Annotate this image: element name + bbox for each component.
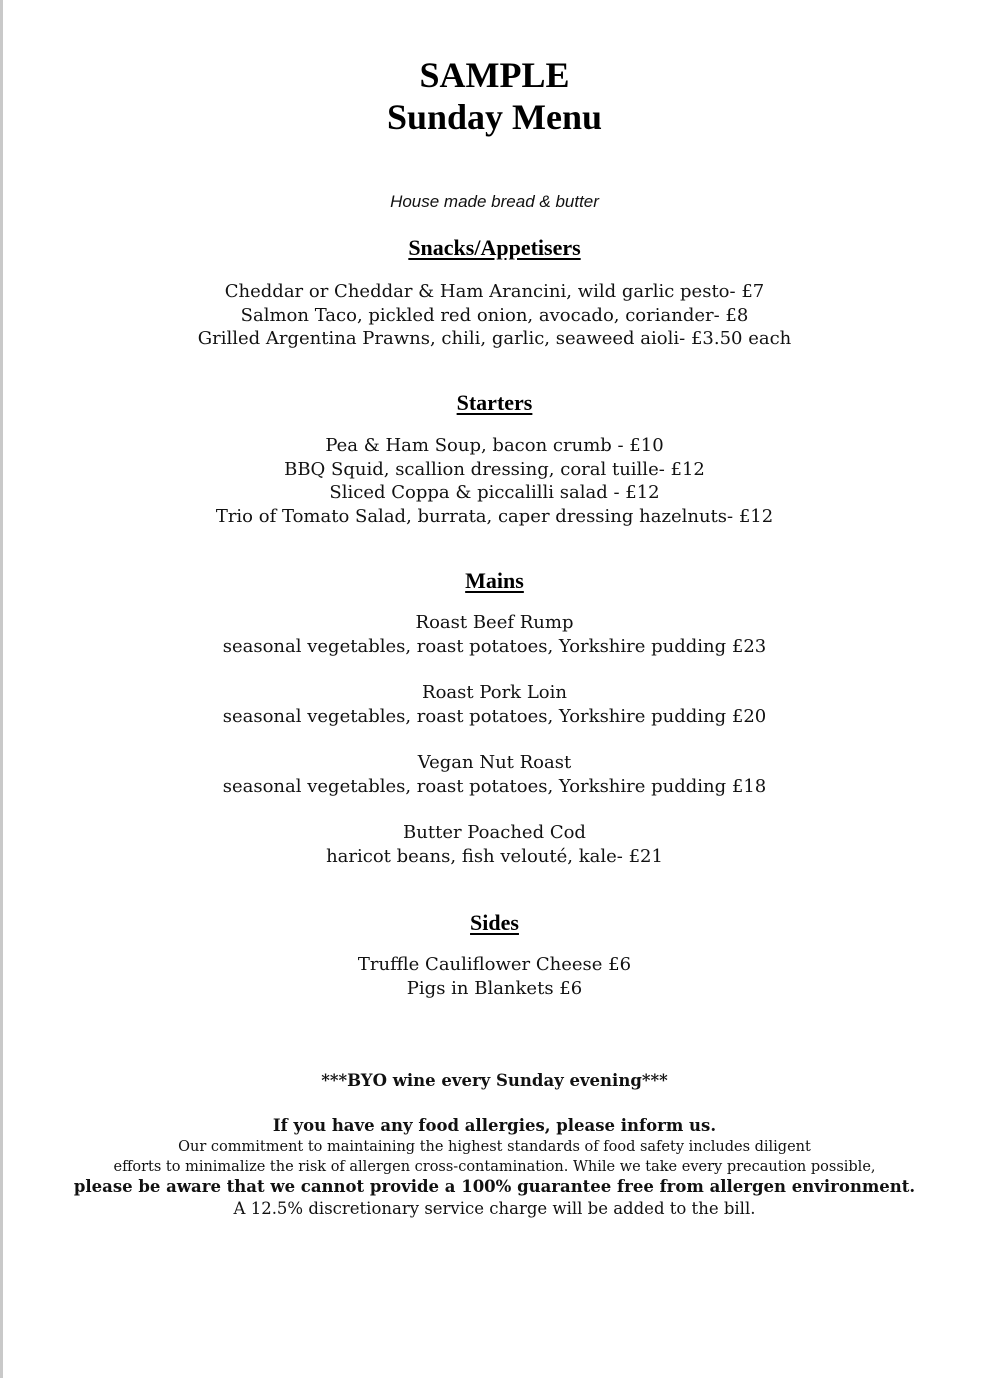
byo-wine-note: ***BYO wine every Sunday evening*** [321,1071,668,1090]
main-dish-name: Butter Poached Cod [403,822,586,843]
main-dish-detail: seasonal vegetables, roast potatoes, Yorkshire pudding £18 [222,775,767,797]
menu-item: Pea & Ham Soup, bacon crumb - £10 [325,435,664,456]
main-dish-detail: seasonal vegetables, roast potatoes, Yorkshire pudding £23 [222,635,767,657]
menu-item: Sliced Coppa & piccalilli salad - £12 [329,482,660,503]
starters-heading: Starters [456,390,533,415]
menu-item: Grilled Argentina Prawns, chili, garlic, seaweed aioli- £3.50 each [197,328,792,349]
menu-title-sunday-menu: Sunday Menu [386,97,603,137]
main-dish-name: Roast Beef Rump [415,612,574,633]
mains-heading: Mains [465,568,524,593]
allergy-notice-body [0,1137,989,1177]
snacks-heading: Snacks/Appetisers [408,235,581,260]
main-dish-detail: seasonal vegetables, roast potatoes, Yorkshire pudding £20 [222,705,767,727]
main-dish [0,611,989,658]
sides-heading: Sides [470,910,519,935]
main-dish [0,821,989,868]
mains-list [0,611,989,868]
menu-item: BBQ Squid, scallion dressing, coral tuille- £12 [284,458,705,480]
menu-item: Trio of Tomato Salad, burrata, caper dressing hazelnuts- £12 [215,505,774,527]
menu-item: Salmon Taco, pickled red onion, avocado, coriander- £8 [240,304,749,326]
main-dish-name: Vegan Nut Roast [417,752,572,773]
allergy-notice-line: efforts to minimalize the risk of allergen cross-contamination. While we take every precaution possible, [113,1159,876,1175]
menu-item: Pigs in Blankets £6 [406,977,583,999]
main-dish-detail: haricot beans, fish velouté, kale- £21 [326,845,663,867]
starters-list [0,434,989,528]
menu-item: Truffle Cauliflower Cheese £6 [357,954,632,975]
snacks-list [0,280,989,351]
allergy-notice-title: If you have any food allergies, please inform us. [272,1116,717,1135]
menu-item: Cheddar or Cheddar & Ham Arancini, wild garlic pesto- £7 [224,281,765,302]
allergy-notice-line: Our commitment to maintaining the highest standards of food safety includes diligent [178,1139,811,1155]
service-charge-note: A 12.5% discretionary service charge will be added to the bill. [233,1199,756,1218]
main-dish-name: Roast Pork Loin [422,682,567,703]
main-dish [0,751,989,798]
bread-and-butter-note: House made bread & butter [390,192,599,211]
main-dish [0,681,989,728]
sides-list [0,953,989,1000]
allergy-disclaimer: please be aware that we cannot provide a 100% guarantee free from allergen environment. [73,1177,916,1196]
menu-title-sample: SAMPLE [419,55,570,95]
